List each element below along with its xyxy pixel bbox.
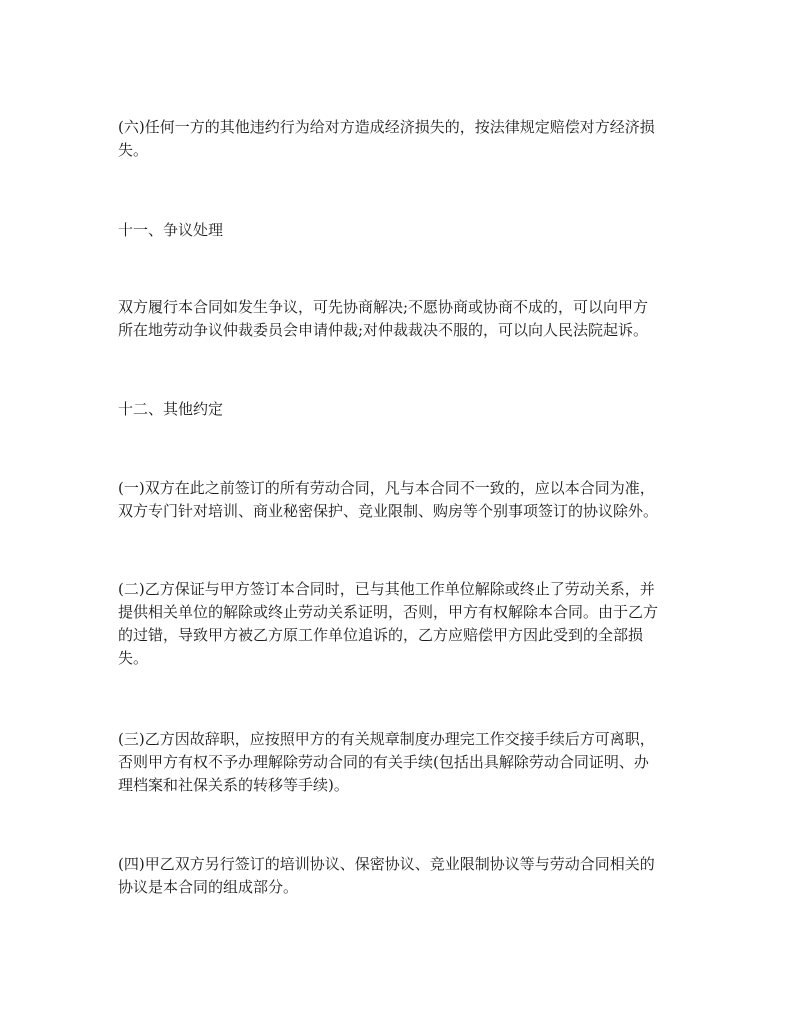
section-heading-other <box>118 398 684 421</box>
text-line: 所在地劳动争议仲裁委员会申请仲裁;对仲裁裁决不服的，可以向人民法院起诉。 <box>118 321 649 339</box>
paragraph-dispute-resolution <box>118 296 684 342</box>
text-line: 的过错，导致甲方被乙方原工作单位追诉的，乙方应赔偿甲方因此受到的全部损 <box>118 626 644 644</box>
text-line: 双方履行本合同如发生争议，可先协商解决;不愿协商或协商不成的，可以向甲方 <box>118 298 649 316</box>
section-title: 十二、其他约定 <box>118 400 224 418</box>
paragraph-clause-3 <box>118 728 684 797</box>
paragraph-clause-2 <box>118 578 684 670</box>
section-heading-dispute <box>118 219 684 242</box>
text-line: 协议是本合同的组成部分。 <box>118 878 299 896</box>
text-line: (三)乙方因故辞职，应按照甲方的有关规章制度办理完工作交接手续后方可离职， <box>118 730 655 748</box>
text-line: (二)乙方保证与甲方签订本合同时，已与其他工作单位解除或终止了劳动关系，并 <box>118 580 655 598</box>
text-line: (四)甲乙双方另行签订的培训协议、保密协议、竞业限制协议等与劳动合同相关的 <box>118 855 655 873</box>
paragraph-clause-4 <box>118 853 684 899</box>
text-line: 双方专门针对培训、商业秘密保护、竞业限制、购房等个别事项签订的协议除外。 <box>118 502 659 520</box>
text-line: 否则甲方有权不予办理解除劳动合同的有关手续(包括出具解除劳动合同证明、办 <box>118 753 649 771</box>
paragraph-clause-1 <box>118 477 684 523</box>
paragraph-breach-compensation <box>118 116 684 162</box>
text-line: (一)双方在此之前签订的所有劳动合同，凡与本合同不一致的，应以本合同为准， <box>118 479 655 497</box>
text-line: 理档案和社保关系的转移等手续)。 <box>118 776 349 794</box>
text-line: 提供相关单位的解除或终止劳动关系证明，否则，甲方有权解除本合同。由于乙方 <box>118 603 659 621</box>
text-line: 失。 <box>118 141 149 159</box>
text-line: 失。 <box>118 649 149 667</box>
section-title: 十一、争议处理 <box>118 221 224 239</box>
text-line: (六)任何一方的其他违约行为给对方造成经济损失的，按法律规定赔偿对方经济损 <box>118 118 655 136</box>
